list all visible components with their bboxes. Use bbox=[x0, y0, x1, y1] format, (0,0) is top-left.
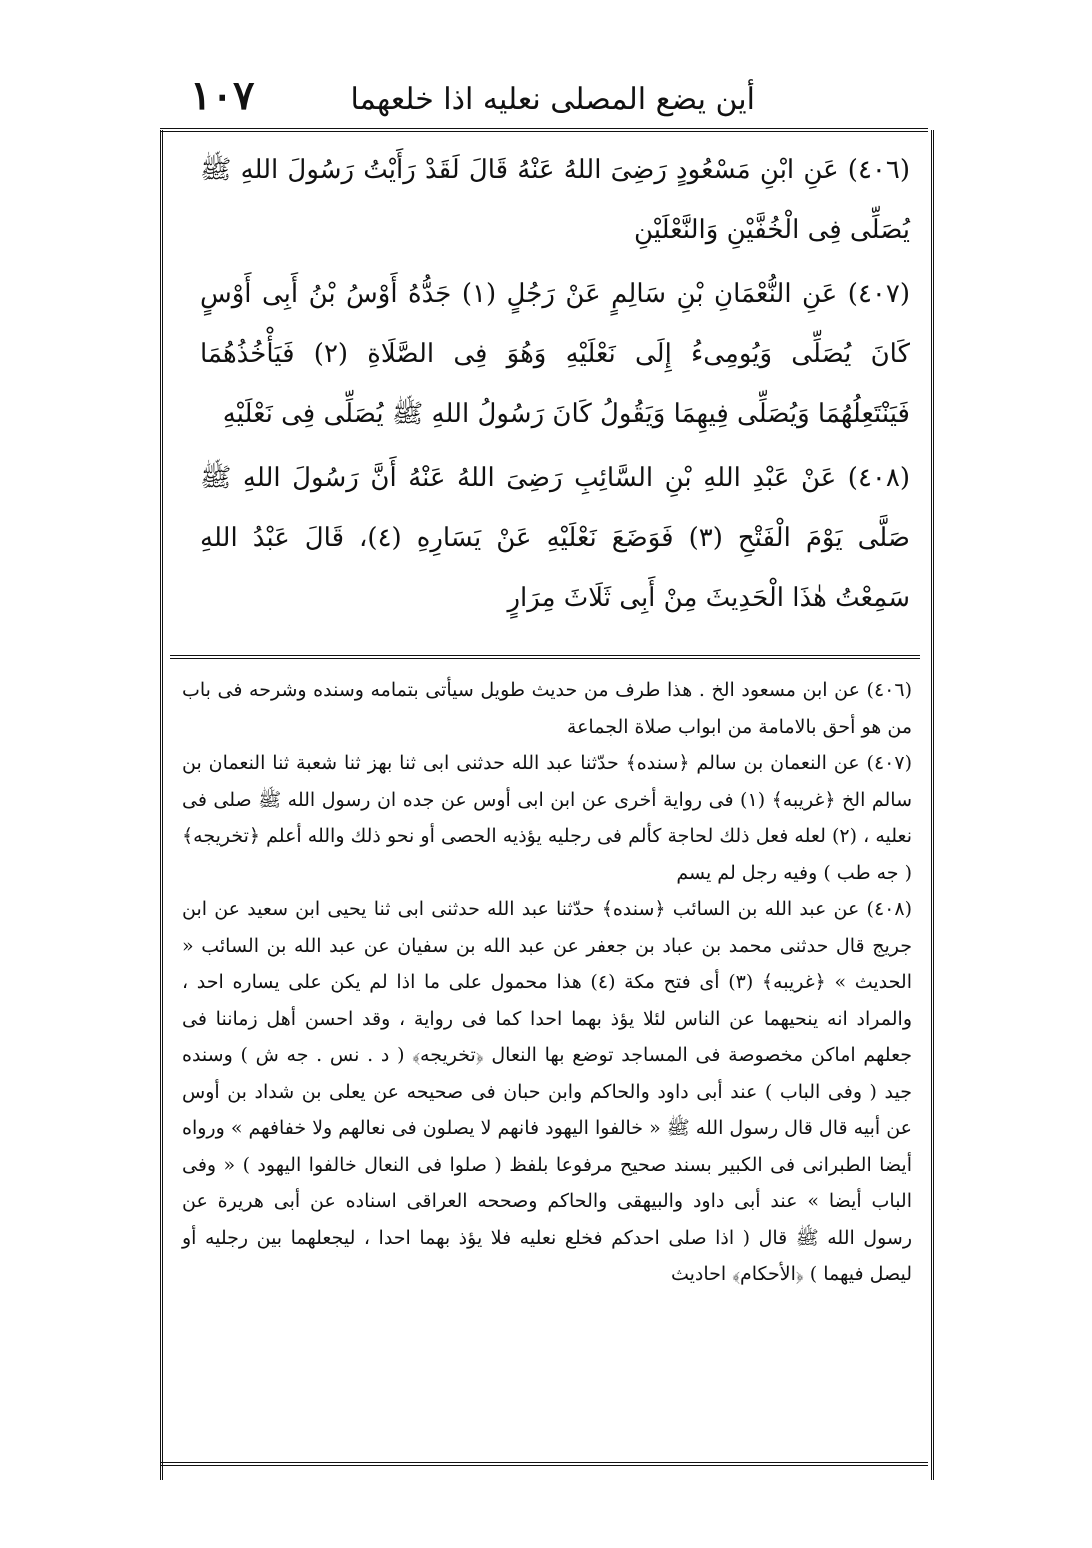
hadith-408: (٤٠٨) عَنْ عَبْدِ اللهِ بْنِ السَّائِبِ رَضِىَ اللهُ عَنْهُ أَنَّ رَسُولَ اللهِ ﷺ صَلَّى يَوْمَ الْفَتْحِ (٣) فَوَضَعَ نَعْلَيْهِ عَنْ يَسَارِهِ (٤)، قَالَ عَبْدُ اللهِ سَمِعْتُ هٰذَا الْحَدِيثَ مِنْ أَبِى ثَلَاثَ مِرَارٍ bbox=[200, 463, 910, 613]
note-406: (٤٠٦) عن ابن مسعود الخ . هذا طرف من حديث طويل سيأتى بتمامه وسنده وشرحه فى باب من هو أحق بالامامة من ابواب صلاة الجماعة bbox=[182, 679, 912, 738]
commentary-block bbox=[182, 672, 912, 1452]
top-rule bbox=[160, 128, 928, 132]
bottom-rule bbox=[160, 1462, 928, 1466]
page-header bbox=[150, 70, 910, 130]
note-407: (٤٠٧) عن النعمان بن سالم ﴿سنده﴾ حدّثنا عبد الله حدثنى ابى ثنا بهز ثنا شعبة ثنا النعمان بن سالم الخ ﴿غريبه﴾ (١) فى رواية أخرى عن ابن ابى أوس عن جده ان رسول الله ﷺ صلى فى نعليه ، (٢) لعله فعل ذلك لحاجة كألم فى رجليه يؤذيه الحصى أو نحو ذلك والله أعلم ﴿تخريجه﴾ ( جه طب ) وفيه رجل لم يسم bbox=[182, 752, 913, 884]
hadith-406: (٤٠٦) عَنِ ابْنِ مَسْعُودٍ رَضِىَ اللهُ عَنْهُ قَالَ لَقَدْ رَأَيْتُ رَسُولَ اللهِ ﷺ يُصَلِّى فِى الْخُفَّيْنِ وَالنَّعْلَيْنِ bbox=[200, 155, 910, 245]
separator-rule bbox=[170, 655, 920, 659]
hadith-text-block bbox=[200, 140, 910, 632]
page-title: أين يضع المصلى نعليه اذا خلعهما bbox=[350, 82, 755, 117]
note-408: (٤٠٨) عن عبد الله بن السائب ﴿سنده﴾ حدّثنا عبد الله حدثنى ابى ثنا يحيى ابن سعيد عن ابن جريج قال حدثنى محمد بن عباد بن جعفر عن عبد الله بن سفيان عن عبد الله بن السائب « الحديث » ﴿غريبه﴾ (٣) أى فتح مكة (٤) هذا محمول على ما اذا لم يكن على يساره احد ، والمراد انه ينحيهما عن الناس لئلا يؤذ بهما احدا كما فى رواية ، وقد احسن أهل زماننا فى جعلهم اماكن مخصوصة فى المساجد توضع بها النعال ﴿تخريجه﴾ ( د . نس . جه ش ) وسنده جيد ( وفى الباب ) عند أبى داود والحاكم وابن حبان فى صحيحه عن يعلى بن شداد بن أوس عن أبيه قال قال رسول الله ﷺ « خالفوا اليهود فانهم لا يصلون فى نعالهم ولا خفافهم » ورواه أيضا الطبرانى فى الكبير بسند صحيح مرفوعا بلفظ ( صلوا فى النعال خالفوا اليهود ) « وفى الباب أيضا » عند أبى داود والبيهقى والحاكم وصححه العراقى اسناده عن أبى هريرة عن رسول الله ﷺ قال ( اذا صلى احدكم فخلع نعليه فلا يؤذ بهما احدا ، ليجعلهما بين رجليه أو ليصل فيهما ) ﴿الأحكام﴾ احاديث bbox=[182, 898, 912, 1285]
page-number: ١٠٧ bbox=[190, 72, 255, 119]
hadith-407: (٤٠٧) عَنِ النُّعْمَانِ بْنِ سَالِمٍ عَنْ رَجُلٍ (١) جَدُّهُ أَوْسُ بْنُ أَبِى أَوْسٍ كَانَ يُصَلِّى وَيُومِىءُ إِلَى نَعْلَيْهِ وَهُوَ فِى الصَّلَاةِ (٢) فَيَأْخُذُهُمَا فَيَنْتَعِلُهُمَا وَيُصَلِّى فِيهِمَا وَيَقُولُ كَانَ رَسُولُ اللهِ ﷺ يُصَلِّى فِى نَعْلَيْهِ bbox=[200, 279, 910, 429]
